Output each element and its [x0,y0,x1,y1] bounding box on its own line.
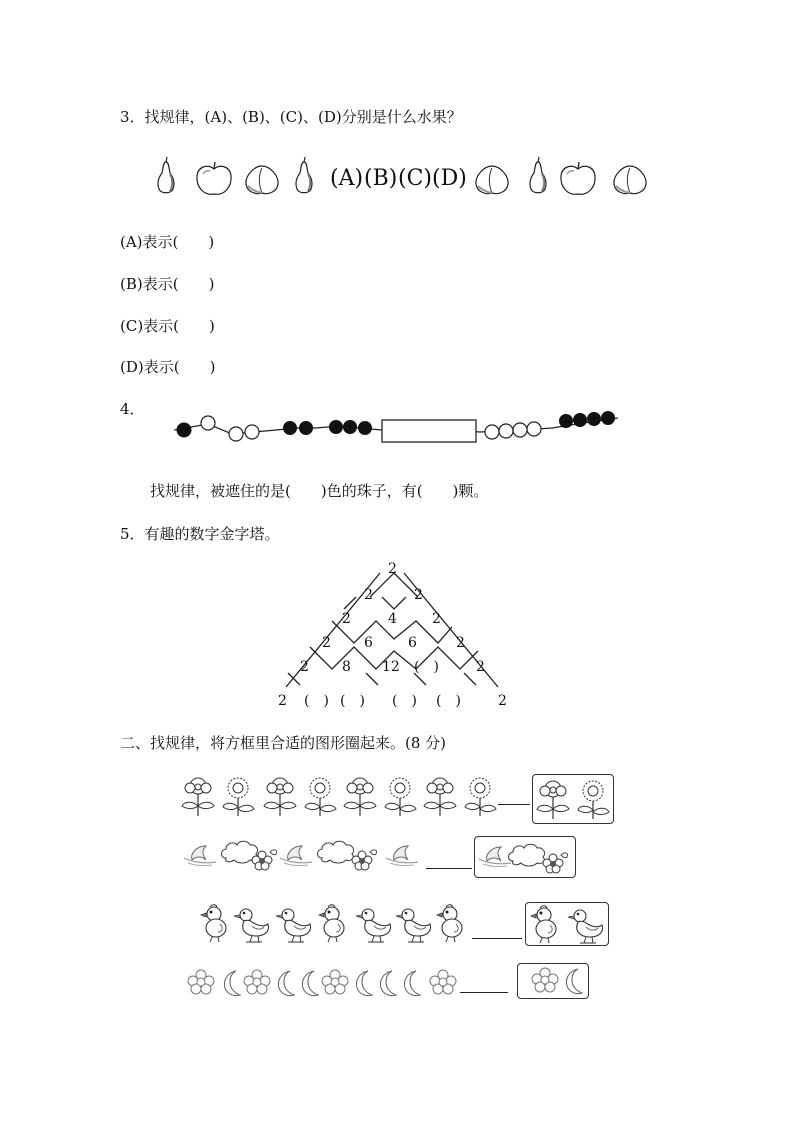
moon-icon[interactable] [479,847,511,867]
bead [513,423,527,437]
crescent-icon [224,971,240,996]
pyramid-cell: 6 [364,635,373,651]
pyramid-cell: 12 [382,659,400,675]
peach-icon [246,166,278,194]
cloud-icon[interactable] [509,844,545,866]
flower-icon [344,778,376,816]
crescent-icon[interactable] [566,969,582,994]
pyramid-cell: 2 [456,635,465,651]
blossom-icon [188,970,214,994]
bead [283,421,297,435]
duck-icon [356,909,391,942]
bead [485,425,499,439]
blossom-icon [322,970,348,994]
pattern-row-3 [200,902,470,944]
pyramid-cell[interactable]: ( ) [414,659,439,675]
bead [358,421,372,435]
choice-box-1[interactable] [532,774,614,824]
blossom-icon [430,970,456,994]
pyramid-cell[interactable]: ( ) [304,693,329,709]
bead [201,416,215,430]
pattern-row-4 [188,968,463,998]
sunflower-icon [223,778,254,816]
pyramid-cell: 2 [300,659,309,675]
chick-icon [437,905,462,942]
duck-icon [276,909,311,942]
section2-heading: 二、找规律，将方框里合适的图形圈起来。(8 分) [120,734,447,752]
moon-icon [280,846,312,866]
placeholder-d: (D) [432,166,467,191]
placeholder-b: (B) [364,166,398,191]
hidden-beads-box [382,420,476,442]
pyramid-cell: 2 [476,659,485,675]
sunflower-icon [305,778,336,816]
duck-icon[interactable] [568,910,603,943]
pyramid-cell: 2 [498,693,507,709]
pyramid-cell[interactable]: ( ) [436,693,461,709]
cloud-icon [318,841,354,863]
answer-c[interactable]: (C)表示( ) [120,317,215,335]
pattern-row-2 [182,838,442,874]
flower-icon [424,778,456,816]
flower-icon[interactable] [537,781,569,819]
peach-icon [614,166,646,194]
placeholder-a: (A) [330,166,364,191]
moon-icon [386,846,418,866]
pyramid-cell: 2 [342,611,351,627]
answer-blank[interactable] [460,992,508,993]
pear-icon [530,157,546,193]
crescent-icon [380,971,396,996]
chick-icon [319,905,344,942]
bead [587,412,601,426]
choice-box-2[interactable] [474,836,576,878]
small-flower-icon [352,850,377,870]
q4-prompt[interactable]: 找规律，被遮住的是( )色的珠子，有( )颗。 [150,482,489,500]
bead [177,423,191,437]
bead-string [170,408,620,444]
q5-prompt: 5．有趣的数字金字塔。 [120,525,280,543]
blossom-icon [244,970,270,994]
bead [343,420,357,434]
small-flower-icon[interactable] [543,853,568,873]
answer-d[interactable]: (D)表示( ) [120,358,216,376]
sunflower-icon[interactable] [578,781,609,819]
answer-b[interactable]: (B)表示( ) [120,275,215,293]
bead [299,421,313,435]
bead [499,424,513,438]
flower-icon [182,778,214,816]
pyramid-cell: 2 [414,587,423,603]
peach-icon [476,166,508,194]
pyramid-cell: 4 [388,611,397,627]
choice-box-3[interactable] [525,902,609,946]
apple-icon [197,162,231,194]
pyramid-cell[interactable]: ( ) [340,693,365,709]
choice-box-4[interactable] [517,963,589,999]
bead [245,425,259,439]
number-pyramid [270,555,530,715]
bead [601,411,615,425]
answer-blank[interactable] [426,868,472,869]
q4-number: 4． [120,400,145,418]
chick-icon [201,905,226,942]
bead [329,420,343,434]
sunflower-icon [465,778,496,816]
pyramid-cell: 2 [432,611,441,627]
pyramid-cell[interactable]: ( ) [392,693,417,709]
pyramid-cell: 2 [278,693,287,709]
pyramid-cell: 8 [342,659,351,675]
flower-icon [264,778,296,816]
crescent-icon [356,971,372,996]
pyramid-cell: 6 [408,635,417,651]
blossom-icon[interactable] [532,968,558,992]
pyramid-cell: 2 [388,561,397,577]
crescent-icon [302,971,318,996]
placeholder-c: (C) [398,166,432,191]
crescent-icon [404,971,420,996]
bead [229,427,243,441]
answer-blank[interactable] [472,938,522,939]
duck-icon [396,909,431,942]
q3-prompt: 3．找规律，(A)、(B)、(C)、(D)分别是什么水果？ [120,108,462,126]
chick-icon[interactable] [531,906,556,943]
apple-icon [561,162,595,194]
answer-blank[interactable] [498,804,530,805]
sunflower-icon [385,778,416,816]
bead [559,414,573,428]
crescent-icon [278,971,294,996]
bead [527,422,541,436]
answer-a[interactable]: (A)表示( ) [120,233,215,251]
duck-icon [234,909,269,942]
moon-icon [184,846,216,866]
bead [573,413,587,427]
pyramid-cell: 2 [364,587,373,603]
pear-icon [158,157,174,193]
pattern-row-1 [180,774,510,820]
pyramid-cell: 2 [322,635,331,651]
pear-icon [296,157,312,193]
